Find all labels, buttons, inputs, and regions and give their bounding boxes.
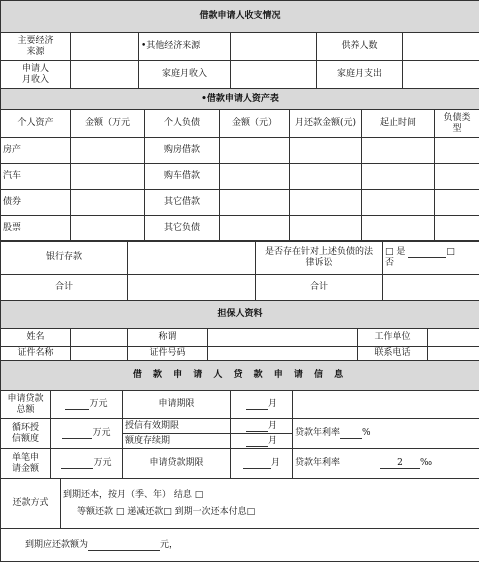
annual-rate-1[interactable]: [293, 419, 479, 449]
repayment-section: [0, 478, 479, 562]
family-monthly-income-field[interactable]: [231, 61, 317, 89]
lawsuit-answer[interactable]: [383, 241, 479, 275]
single-period-field[interactable]: [231, 449, 293, 479]
loan-info-section: [0, 360, 479, 419]
period-field[interactable]: [362, 138, 435, 164]
asset-amount-field[interactable]: [71, 216, 145, 242]
liability-name: 购车借款: [145, 164, 220, 190]
applicant-monthly-income-field[interactable]: [71, 61, 139, 89]
guarantor-name-field[interactable]: [71, 329, 128, 347]
asset-row: [1, 164, 479, 190]
main-income-source-label: 主要经济 来源: [1, 33, 71, 61]
main-income-source-field[interactable]: [71, 33, 139, 61]
loan-period-blank[interactable]: [246, 399, 268, 410]
assets-header-personal-liabilities: 个人负债: [145, 110, 220, 138]
loan-amount-unit: 万元: [89, 399, 108, 409]
asset-name: 股票: [1, 216, 71, 242]
liability-type-field[interactable]: [435, 190, 479, 216]
annual-rate-unit: %: [362, 428, 371, 438]
other-income-source-label: •其他经济来源: [139, 33, 231, 61]
other-income-source-field[interactable]: [231, 33, 317, 61]
asset-row: [1, 216, 479, 242]
single-period-unit: 月: [270, 458, 280, 468]
credit-valid-blank[interactable]: [246, 421, 268, 432]
guarantor-id-number-field[interactable]: [208, 347, 358, 361]
guarantor-title-label: 称谓: [128, 329, 208, 347]
total-liabilities-label: 合计: [256, 275, 383, 301]
single-amount-unit: 万元: [93, 458, 112, 468]
assets-summary: [0, 240, 479, 301]
assets-section: [0, 88, 479, 242]
revolving-credit-field[interactable]: [51, 419, 123, 449]
period-field[interactable]: [362, 164, 435, 190]
liability-type-field[interactable]: [435, 216, 479, 242]
loan-period-field[interactable]: [231, 391, 293, 419]
period-field[interactable]: [362, 190, 435, 216]
guarantor-phone-field[interactable]: [428, 347, 479, 361]
family-monthly-expense-label: 家庭月支出: [317, 61, 403, 89]
revolving-credit-blank[interactable]: [62, 428, 92, 439]
single-amount-field[interactable]: [51, 449, 123, 479]
liability-amount-field[interactable]: [220, 216, 290, 242]
guarantor-name-label: 姓名: [1, 329, 71, 347]
assets-header-monthly-repayment: 月还款金额(元): [290, 110, 362, 138]
guarantor-section: [0, 300, 479, 361]
limit-renew-field[interactable]: [231, 434, 293, 449]
checkbox-icon[interactable]: □: [446, 246, 455, 257]
dependents-label: 供养人数: [317, 33, 403, 61]
loan-amount-label: 申请贷款 总额: [1, 391, 51, 419]
assets-header-amount-yuan: 金额（元）: [220, 110, 290, 138]
guarantor-id-type-label: 证件名称: [1, 347, 71, 361]
asset-row: [1, 190, 479, 216]
guarantor-id-number-label: 证件号码: [128, 347, 208, 361]
assets-header-amount-wan: 金额（万元: [71, 110, 145, 138]
guarantor-employer-label: 工作单位: [358, 329, 428, 347]
monthly-repayment-field[interactable]: [290, 190, 362, 216]
asset-row: [1, 138, 479, 164]
repayment-options[interactable]: [61, 479, 479, 529]
asset-amount-field[interactable]: [71, 190, 145, 216]
limit-renew-label: 额度存续期: [123, 434, 231, 449]
loan-amount-field[interactable]: [51, 391, 123, 419]
monthly-repayment-field[interactable]: [290, 216, 362, 242]
credit-valid-unit: 月: [267, 420, 277, 431]
liability-type-field[interactable]: [435, 138, 479, 164]
loan-period-unit: 月: [267, 399, 277, 409]
liability-amount-field[interactable]: [220, 190, 290, 216]
annual-rate-label: 贷款年利率: [295, 428, 341, 438]
bank-deposit-field[interactable]: [128, 241, 256, 275]
due-amount-label: 到期应还款额为: [25, 539, 89, 550]
dependents-field[interactable]: [403, 33, 479, 61]
due-amount-blank[interactable]: [88, 540, 160, 551]
repayment-option-line1[interactable]: 到期还本，按月（季、年） 结息 □: [63, 489, 204, 500]
liability-name: 其它负债: [145, 216, 220, 242]
asset-name: 债券: [1, 190, 71, 216]
monthly-repayment-field[interactable]: [290, 164, 362, 190]
loan-info-section-title: 借 款 申 请 人 贷 款 申 请 信 息: [1, 361, 479, 391]
income-section-title: 借款申请人收支情况: [1, 1, 479, 33]
liability-type-field[interactable]: [435, 164, 479, 190]
loan-period-extra[interactable]: [293, 391, 479, 419]
revolving-credit-section: [0, 418, 479, 479]
annual-rate-label: 贷款年利率: [295, 458, 341, 468]
assets-header-liability-type: 负债类 型: [435, 110, 479, 138]
due-amount-row[interactable]: [1, 529, 479, 562]
limit-renew-blank[interactable]: [246, 436, 268, 447]
income-section: [0, 0, 479, 89]
revolving-credit-label: 循环授 信额度: [1, 419, 51, 449]
single-period-label: 申请贷款期限: [123, 449, 231, 479]
repayment-method-label: 还款方式: [1, 479, 61, 529]
limit-renew-unit: 月: [267, 435, 277, 446]
asset-amount-field[interactable]: [71, 138, 145, 164]
family-monthly-income-label: 家庭月收入: [139, 61, 231, 89]
liability-amount-field[interactable]: [220, 164, 290, 190]
total-liabilities-field[interactable]: [383, 275, 479, 301]
single-amount-blank[interactable]: [61, 458, 93, 469]
liability-amount-field[interactable]: [220, 138, 290, 164]
single-amount-label: 单笔申 请金额: [1, 449, 51, 479]
asset-name: 汽车: [1, 164, 71, 190]
due-amount-unit: 元，: [160, 539, 179, 550]
assets-section-title: •借款申请人资产表: [1, 89, 479, 110]
guarantor-phone-label: 联系电话: [358, 347, 428, 361]
annual-rate-2[interactable]: [293, 449, 479, 479]
bank-deposit-label: 银行存款: [1, 241, 128, 275]
family-monthly-expense-field[interactable]: [403, 61, 479, 89]
loan-amount-blank[interactable]: [65, 399, 89, 410]
total-assets-label: 合计: [1, 275, 128, 301]
annual-rate-value[interactable]: 2: [380, 458, 420, 469]
repayment-option-line2[interactable]: 等额还款 □ 递减还款□ 到期一次还本付息□: [77, 506, 256, 517]
liability-name: 其它借款: [145, 190, 220, 216]
lawsuit-question: 是否存在针对上述负债的法 律诉讼: [256, 241, 383, 275]
monthly-repayment-field[interactable]: [290, 138, 362, 164]
annual-rate-unit: ‰: [420, 458, 433, 468]
guarantor-employer-field[interactable]: [428, 329, 479, 347]
assets-header-personal-assets: 个人资产: [1, 110, 71, 138]
lawsuit-yes-blank[interactable]: [408, 247, 446, 258]
asset-name: 房产: [1, 138, 71, 164]
applicant-monthly-income-label: 申请人 月收入: [1, 61, 71, 89]
annual-rate-blank[interactable]: [340, 428, 362, 439]
loan-period-label: 申请期限: [123, 391, 231, 419]
period-field[interactable]: [362, 216, 435, 242]
lawsuit-yes-option[interactable]: □ 是: [385, 246, 406, 257]
guarantor-id-type-field[interactable]: [71, 347, 128, 361]
single-period-blank[interactable]: [243, 458, 271, 469]
credit-valid-label: 授信有效期限: [123, 419, 231, 434]
revolving-credit-unit: 万元: [92, 428, 111, 438]
total-assets-field[interactable]: [128, 275, 256, 301]
guarantor-title-field[interactable]: [208, 329, 358, 347]
lawsuit-no-option[interactable]: 否: [385, 257, 395, 268]
guarantor-section-title: 担保人资料: [1, 301, 479, 329]
credit-valid-field[interactable]: [231, 419, 293, 434]
asset-amount-field[interactable]: [71, 164, 145, 190]
assets-header-period: 起止时间: [362, 110, 435, 138]
liability-name: 购房借款: [145, 138, 220, 164]
